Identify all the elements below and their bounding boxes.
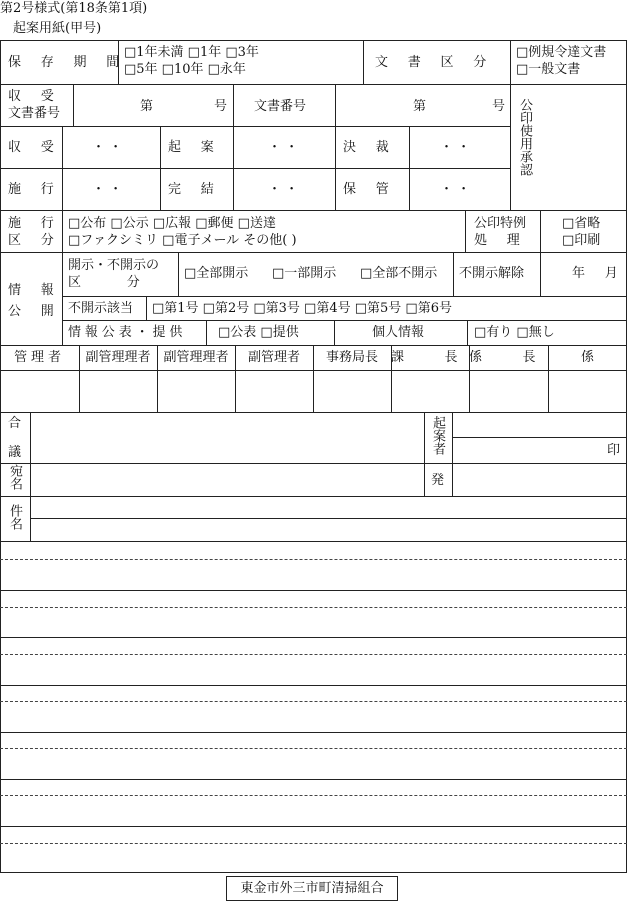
received-date-label: 収 受 [8, 140, 62, 155]
retention-options-a[interactable]: □1年未満 □1年 □3年 [124, 45, 259, 60]
staff-section-chief: 課 長 [391, 350, 476, 365]
enforcement-options-b[interactable]: □ファクシミリ □電子メール その他( ) [68, 233, 297, 248]
non-disclosure-checkbox[interactable]: □全部不開示 [360, 266, 438, 281]
staff-manager: 管理者 [14, 350, 65, 365]
non-disclosure-release-label: 不開示解除 [459, 266, 525, 281]
seal-approval-label: 公印使用承認 [517, 98, 532, 176]
organization-name: 東金市外三市町清掃組合 [240, 881, 384, 896]
personal-info-label: 個人情報 [372, 325, 425, 340]
retention-options-b[interactable]: □5年 □10年 □永年 [124, 62, 246, 77]
seal-omit-checkbox[interactable]: □省略 [562, 216, 601, 231]
form-number: 第2号様式(第18条第1項) [0, 1, 148, 16]
enforcement-type-label: 施 行 [8, 216, 62, 231]
number-prefix: 第 [140, 99, 154, 114]
staff-deputy-3: 副管理者 [247, 350, 300, 365]
drafter-label: 起案者 [430, 416, 445, 455]
received-label: 収 受 [8, 89, 62, 104]
enforcement-options-a[interactable]: □公布 □公示 □広報 □郵便 □送達 [68, 216, 276, 231]
sender-label: 発 [431, 473, 445, 488]
disclosure-class-label-b: 区 分 [68, 275, 161, 290]
info-disclosure-label: 情 報 [8, 283, 62, 298]
storage-label: 保 管 [343, 182, 397, 197]
applicable-clause-options[interactable]: □第1号 □第2号 □第3号 □第4号 □第5号 □第6号 [152, 301, 452, 316]
approved-date[interactable]: ・ ・ [440, 140, 471, 155]
received-date[interactable]: ・ ・ [92, 140, 123, 155]
approved-label: 決 裁 [343, 140, 397, 155]
info-disclosure-label-b: 公 開 [8, 304, 62, 319]
personal-info-options[interactable]: □有り □無し [474, 325, 555, 340]
partial-disclosure-checkbox[interactable]: □一部開示 [272, 266, 337, 281]
consultation-label-b: 議 [8, 445, 22, 460]
completed-date[interactable]: ・ ・ [268, 182, 299, 197]
staff-deputy-1: 副管理理者 [85, 350, 151, 365]
disclosure-class-label: 開示・不開示の [68, 258, 160, 273]
staff-deputy-2: 副管理理者 [163, 350, 229, 365]
release-year-month[interactable]: 年 月 [572, 266, 626, 281]
number-suffix: 号 [214, 99, 228, 114]
addressee-label: 宛名 [7, 464, 22, 490]
drafted-label: 起 案 [168, 140, 222, 155]
number-suffix: 号 [492, 99, 506, 114]
retention-label: 保 存 期 間 [8, 55, 127, 70]
seal-exception-label: 公印特例 [474, 216, 527, 231]
doc-class-label: 文 書 区 分 [375, 55, 494, 70]
doc-class-general[interactable]: □一般文書 [516, 62, 581, 77]
non-disclosure-applicable-label: 不開示該当 [68, 301, 134, 316]
enforced-label: 施 行 [8, 182, 62, 197]
doc-number-label: 文書番号 [254, 99, 307, 114]
staff-subsection-chief: 係 長 [469, 350, 554, 365]
received-docno-label: 文書番号 [8, 106, 61, 121]
seal-print-checkbox[interactable]: □印刷 [562, 233, 601, 248]
full-disclosure-checkbox[interactable]: □全部開示 [184, 266, 249, 281]
seal-exception-label-b: 処 理 [474, 233, 528, 248]
consultation-label: 合 [8, 416, 22, 431]
number-prefix: 第 [413, 99, 427, 114]
publication-options[interactable]: □公表 □提供 [218, 325, 299, 340]
doc-class-reiki[interactable]: □例規令達文書 [516, 45, 607, 60]
staff-secretariat-head: 事務局長 [325, 350, 378, 365]
storage-date[interactable]: ・ ・ [440, 182, 471, 197]
seal-mark: 印 [607, 443, 621, 458]
drafted-date[interactable]: ・ ・ [268, 140, 299, 155]
staff-clerk: 係 [580, 350, 594, 365]
info-publication-label: 情報公表・提供 [68, 325, 187, 340]
enforcement-type-label-b: 区 分 [8, 233, 62, 248]
enforced-date[interactable]: ・ ・ [92, 182, 123, 197]
completed-label: 完 結 [168, 182, 222, 197]
form-subtitle: 起案用紙(甲号) [13, 21, 102, 36]
subject-label: 件名 [7, 504, 22, 530]
